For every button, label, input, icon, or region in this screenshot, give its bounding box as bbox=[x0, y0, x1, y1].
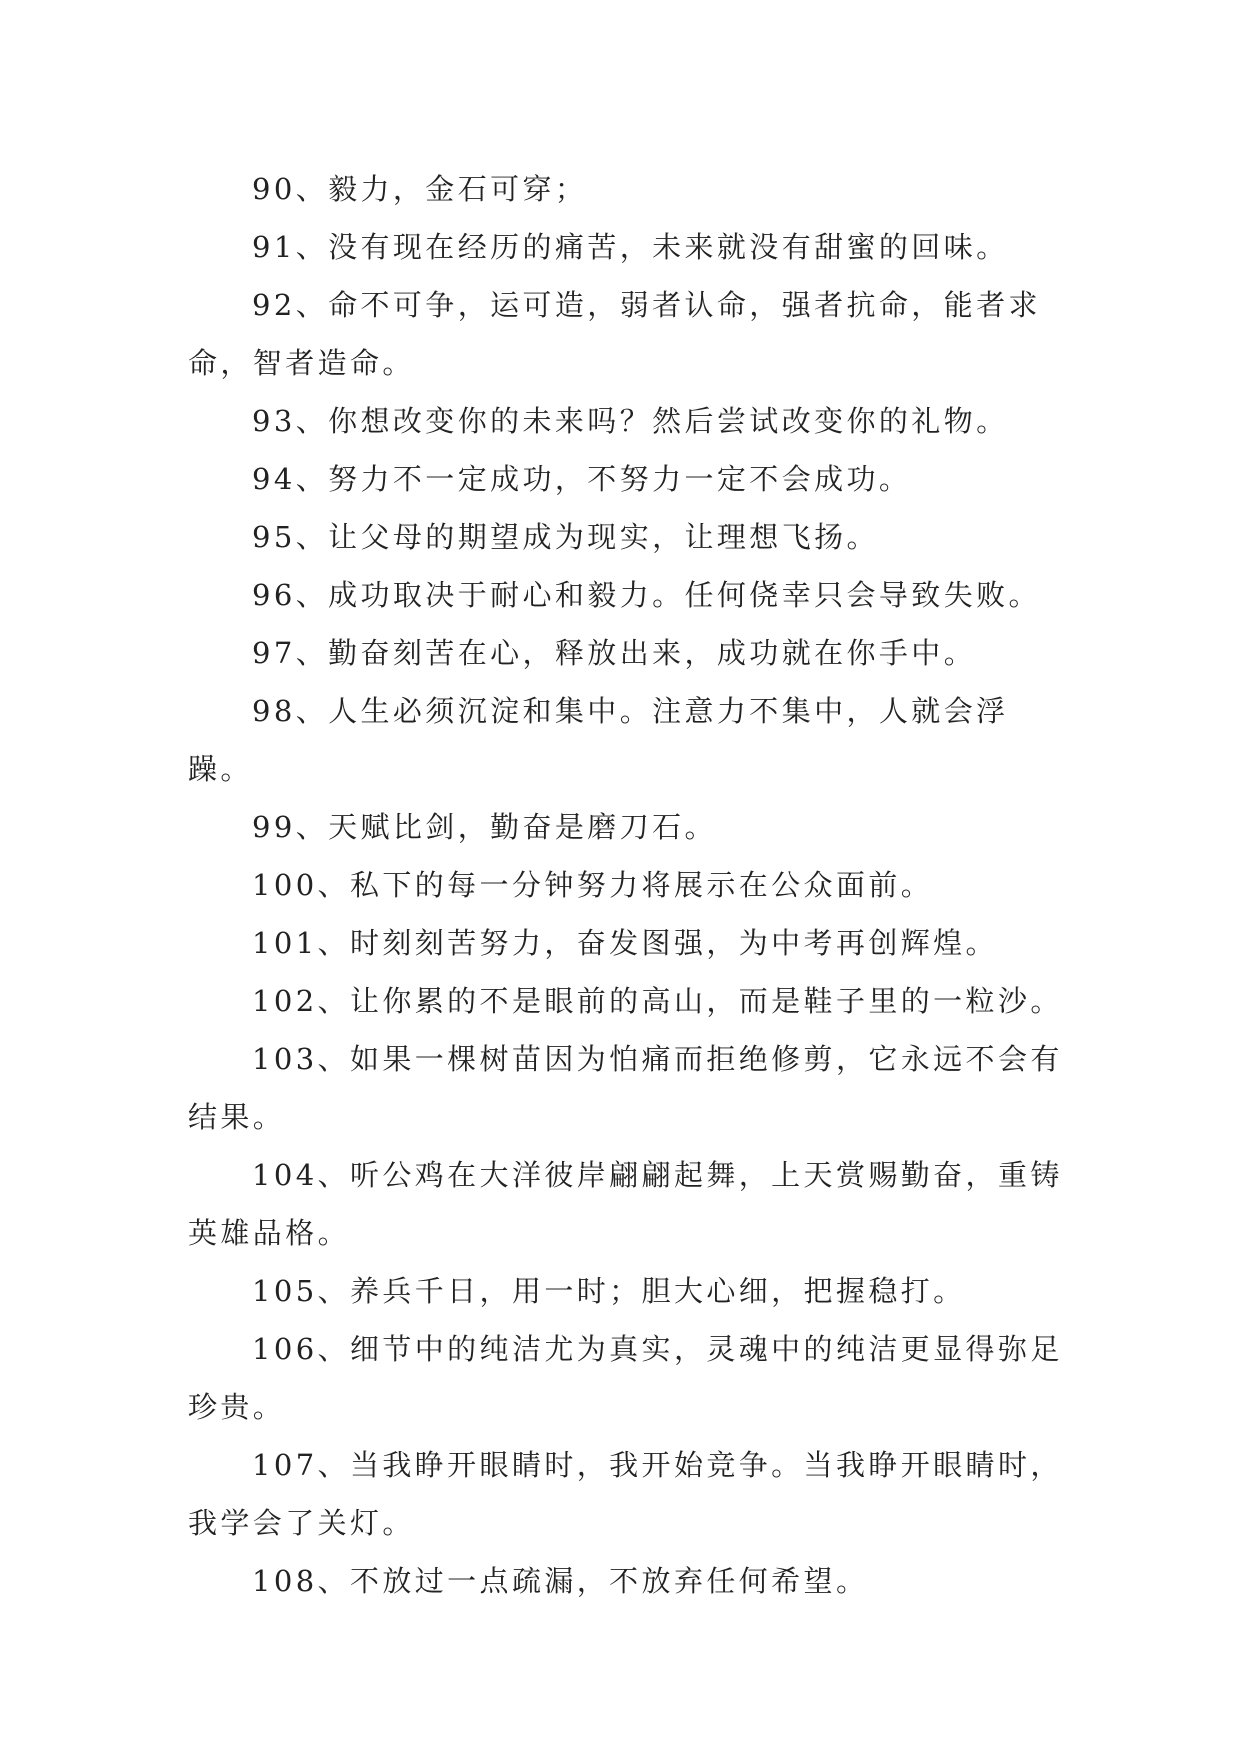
quote-item: 103、如果一棵树苗因为怕痛而拒绝修剪，它永远不会有结果。 bbox=[188, 1042, 1063, 1134]
quote-item: 92、命不可争，运可造，弱者认命，强者抗命，能者求命，智者造命。 bbox=[188, 288, 1041, 380]
quote-item: 99、天赋比剑，勤奋是磨刀石。 bbox=[252, 810, 717, 844]
quote-list bbox=[188, 160, 1068, 1610]
quote-item: 90、毅力，金石可穿； bbox=[252, 172, 588, 206]
quote-item: 96、成功取决于耐心和毅力。任何侥幸只会导致失败。 bbox=[252, 578, 1041, 612]
quote-item: 101、时刻刻苦努力，奋发图强，为中考再创辉煌。 bbox=[252, 926, 998, 960]
quote-item: 94、努力不一定成功，不努力一定不会成功。 bbox=[252, 462, 912, 496]
quote-item: 105、养兵千日，用一时；胆大心细，把握稳打。 bbox=[252, 1274, 966, 1308]
quote-item: 93、你想改变你的未来吗？然后尝试改变你的礼物。 bbox=[252, 404, 1009, 438]
quote-item: 106、细节中的纯洁尤为真实，灵魂中的纯洁更显得弥足珍贵。 bbox=[188, 1332, 1063, 1424]
quote-item: 91、没有现在经历的痛苦，未来就没有甜蜜的回味。 bbox=[252, 230, 1009, 264]
quote-item: 108、不放过一点疏漏，不放弃任何希望。 bbox=[252, 1564, 869, 1598]
quote-item: 104、听公鸡在大洋彼岸翩翩起舞，上天赏赐勤奋，重铸英雄品格。 bbox=[188, 1158, 1063, 1250]
quote-item: 98、人生必须沉淀和集中。注意力不集中，人就会浮躁。 bbox=[188, 694, 1009, 786]
quote-item: 95、让父母的期望成为现实，让理想飞扬。 bbox=[252, 520, 879, 554]
quote-item: 107、当我睁开眼睛时，我开始竞争。当我睁开眼睛时，我学会了关灯。 bbox=[188, 1448, 1063, 1540]
quote-item: 102、让你累的不是眼前的高山，而是鞋子里的一粒沙。 bbox=[252, 984, 1063, 1018]
quote-item: 97、勤奋刻苦在心，释放出来，成功就在你手中。 bbox=[252, 636, 977, 670]
quote-item: 100、私下的每一分钟努力将展示在公众面前。 bbox=[252, 868, 934, 902]
